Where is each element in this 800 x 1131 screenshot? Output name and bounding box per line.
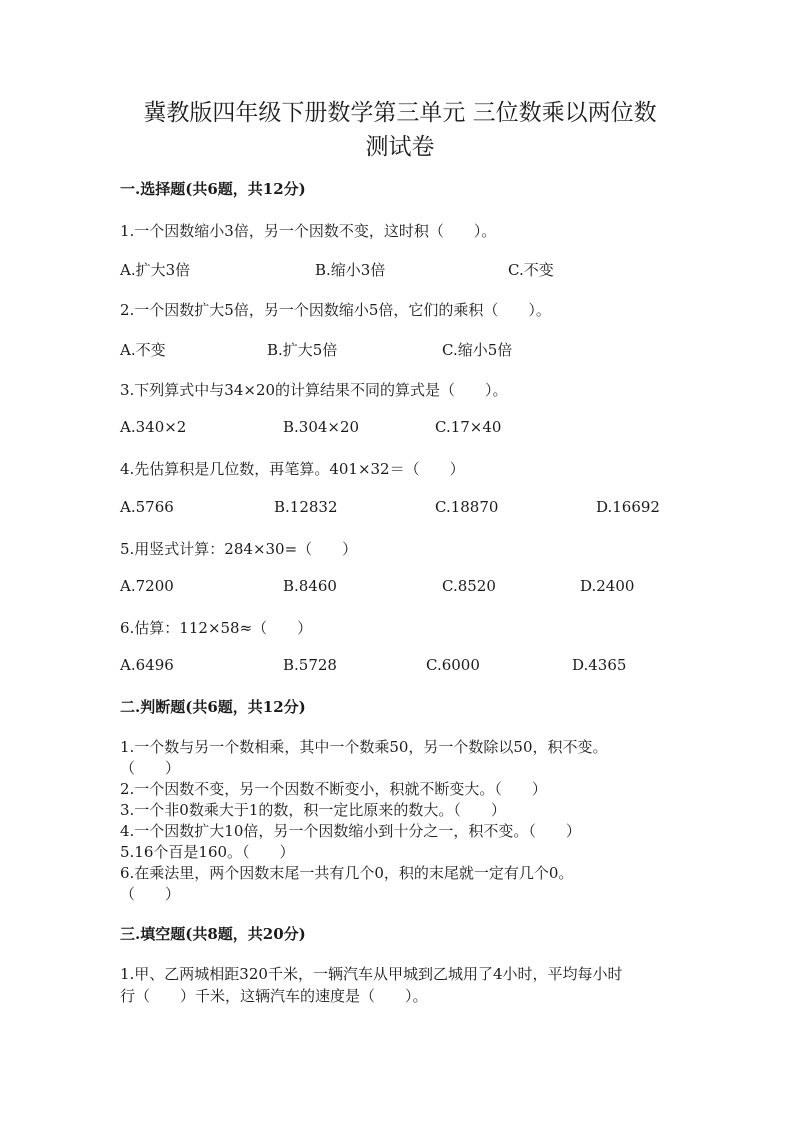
- title-line-1: 冀教版四年级下册数学第三单元 三位数乘以两位数: [143, 100, 657, 126]
- option-a: A.340×2: [120, 418, 187, 436]
- option-a: A.6496: [120, 656, 174, 674]
- question-line: 1.甲、乙两城相距320千米，一辆汽车从甲城到乙城用了4小时，平均每小时: [120, 965, 623, 983]
- question-text: 6.估算：112×58≈（ ）: [120, 619, 313, 637]
- question-text: 4.先估算积是几位数，再笔算。401×32＝（ ）: [120, 460, 465, 478]
- option-b: B.8460: [283, 577, 337, 595]
- option-c: C.6000: [426, 656, 480, 674]
- option-d: D.4365: [572, 656, 627, 674]
- question-text: 1.一个因数缩小3倍，另一个因数不变，这时积（ ）。: [120, 222, 497, 240]
- statement-line: 5.16个百是160。（ ）: [120, 843, 295, 861]
- option-a: A.7200: [120, 577, 174, 595]
- option-a: A.不变: [120, 341, 166, 359]
- title-line-2: 测试卷: [365, 134, 435, 160]
- statement-line: 4.一个因数扩大10倍，另一个因数缩小到十分之一，积不变。（ ）: [120, 822, 581, 840]
- question-text: 2.一个因数扩大5倍，另一个因数缩小5倍，它们的乘积（ ）。: [120, 301, 551, 319]
- section-heading-judgement: 二.判断题(共6题，共12分): [120, 698, 306, 716]
- section-heading-fill-blank: 三.填空题(共8题，共20分): [120, 925, 306, 943]
- option-b: B.5728: [283, 656, 337, 674]
- statement-line: （ ）: [120, 759, 181, 777]
- option-c: C.8520: [442, 577, 496, 595]
- option-c: C.缩小5倍: [442, 341, 513, 359]
- statement-line: （ ）: [120, 885, 181, 903]
- option-c: C.18870: [435, 498, 499, 516]
- statement-line: 3.一个非0数乘大于1的数，积一定比原来的数大。（ ）: [120, 801, 506, 819]
- option-a: A.扩大3倍: [120, 261, 191, 279]
- option-b: B.304×20: [283, 418, 360, 436]
- option-b: B.12832: [274, 498, 338, 516]
- option-b: B.缩小3倍: [315, 261, 386, 279]
- option-d: D.2400: [580, 577, 635, 595]
- statement-line: 1.一个数与另一个数相乘，其中一个数乘50，另一个数除以50，积不变。: [120, 738, 608, 756]
- option-b: B.扩大5倍: [267, 341, 338, 359]
- statement-line: 2.一个因数不变，另一个因数不断变小，积就不断变大。（ ）: [120, 780, 547, 798]
- section-heading-choice: 一.选择题(共6题，共12分): [120, 180, 306, 198]
- page-title: [80, 96, 720, 164]
- option-a: A.5766: [120, 498, 174, 516]
- option-c: C.不变: [508, 261, 554, 279]
- statement-line: 6.在乘法里，两个因数末尾一共有几个0，积的末尾就一定有几个0。: [120, 864, 574, 882]
- question-text: 5.用竖式计算：284×30=（ ）: [120, 540, 358, 558]
- question-line: 行（ ）千米，这辆汽车的速度是（ ）。: [120, 987, 428, 1005]
- option-c: C.17×40: [435, 418, 502, 436]
- question-text: 3.下列算式中与34×20的计算结果不同的算式是（ ）。: [120, 381, 508, 399]
- option-d: D.16692: [596, 498, 660, 516]
